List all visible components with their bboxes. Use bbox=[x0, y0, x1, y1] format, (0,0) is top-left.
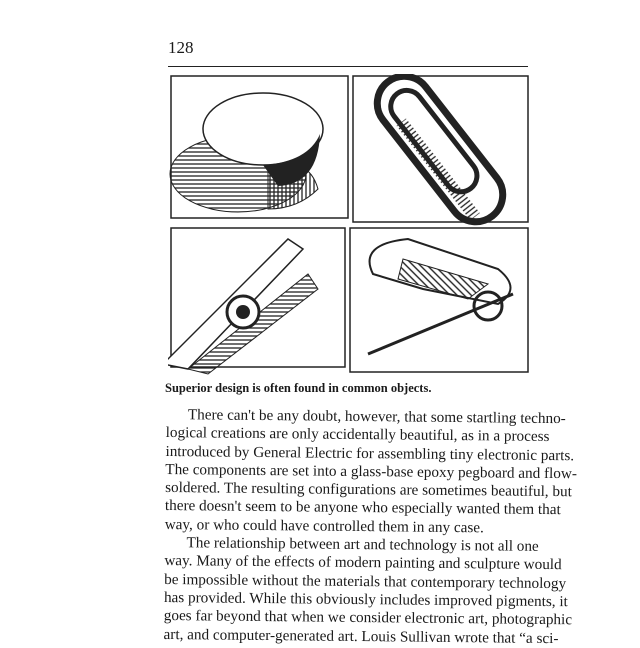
body-line: introduced by General Electric for assembling tiny electronic parts. bbox=[165, 442, 575, 464]
figure-caption: Superior design is often found in common objects. bbox=[165, 381, 432, 395]
panel-clothespin bbox=[168, 228, 345, 374]
body-line: way, or who could have controlled them in any case. bbox=[164, 515, 484, 537]
panel-safety-pin bbox=[350, 228, 528, 372]
body-line: art, and computer-generated art. Louis Sullivan wrote that “a sci- bbox=[163, 625, 559, 647]
body-line: There can't be any doubt, however, that some startling techno- bbox=[187, 406, 566, 428]
body-line: soldered. The resulting configurations are sometimes beautiful, but bbox=[165, 479, 572, 501]
panel-ellipse bbox=[170, 76, 348, 218]
header-rule bbox=[168, 66, 528, 67]
body-line: has provided. While this obviously includes improved pigments, it bbox=[163, 588, 568, 611]
body-line: there doesn't seem to be anyone who especially wanted them that bbox=[164, 497, 561, 519]
figure-illustration bbox=[168, 74, 530, 376]
body-line: The components are set into a glass-base epoxy pegboard and flow- bbox=[165, 460, 578, 483]
body-line: The relationship between art and technology is not all one bbox=[186, 534, 539, 555]
body-text bbox=[163, 406, 578, 648]
body-line: be impossible without the materials that contemporary technology bbox=[164, 570, 567, 592]
body-line: way. Many of the effects of modern painting and sculpture would bbox=[164, 552, 562, 574]
body-line: logical creations are only accidentally beautiful, as in a process bbox=[165, 424, 550, 446]
panel-paper-clip bbox=[353, 74, 528, 233]
body-line: goes far beyond that when we consider electronic art, photographic bbox=[163, 607, 573, 629]
page-number: 128 bbox=[168, 38, 194, 57]
